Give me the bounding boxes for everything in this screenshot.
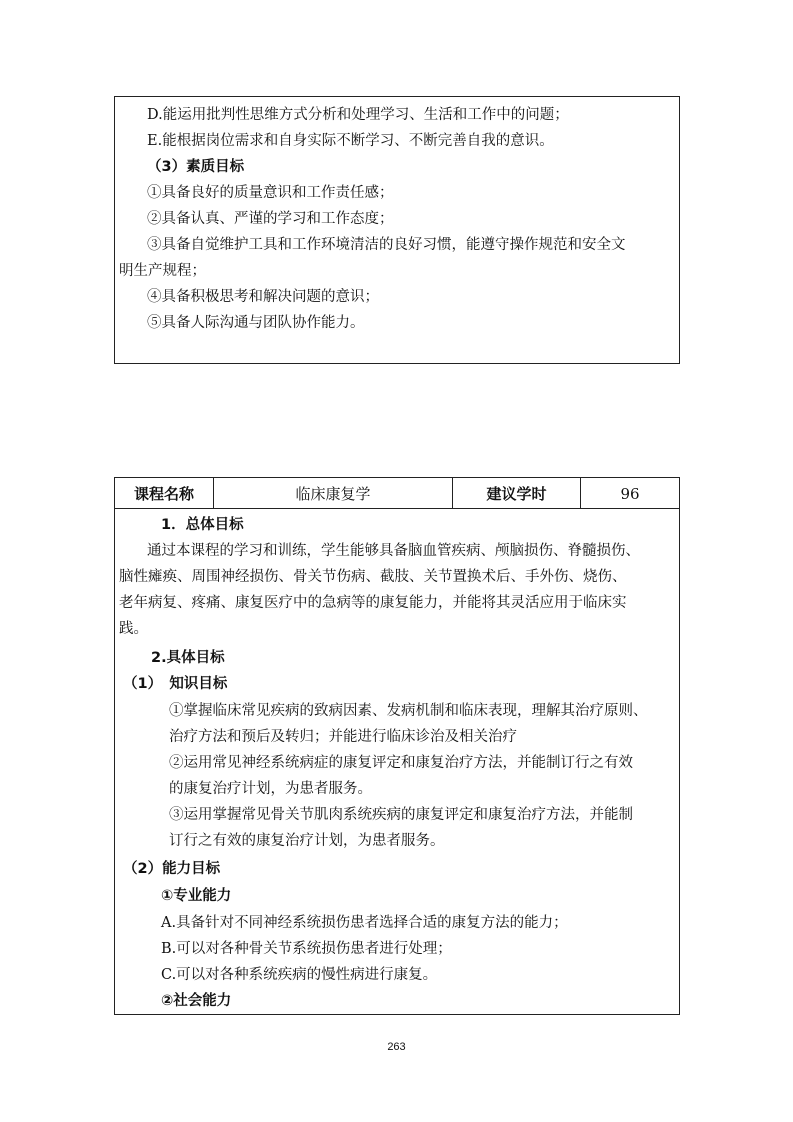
section-heading: （1） 知识目标 <box>123 676 228 692</box>
text-line: A.具备针对不同神经系统损伤患者选择合适的康复方法的能力； <box>161 915 568 931</box>
text-line: 践。 <box>119 621 148 637</box>
course-name-value: 临床康复学 <box>214 478 453 509</box>
objectives-box-top <box>114 96 680 364</box>
text-line: 脑性瘫痪、周围神经损伤、骨关节伤病、截肢、关节置换术后、手外伤、烧伤、 <box>119 569 627 585</box>
text-line: ②运用常见神经系统病症的康复评定和康复治疗方法，并能制订行之有效 <box>169 755 633 771</box>
course-table <box>114 477 680 1015</box>
page-number: 263 <box>387 1041 406 1053</box>
section-heading: ①专业能力 <box>161 888 232 904</box>
course-header-row <box>115 478 679 509</box>
text-line: ③运用掌握常见骨关节肌肉系统疾病的康复评定和康复治疗方法，并能制 <box>169 807 633 823</box>
text-line: 订行之有效的康复治疗计划，为患者服务。 <box>169 833 445 849</box>
text-line: C.可以对各种系统疾病的慢性病进行康复。 <box>161 967 438 983</box>
text-line: ②具备认真、严谨的学习和工作态度； <box>147 211 394 227</box>
text-line: ④具备积极思考和解决问题的意识； <box>147 289 379 305</box>
section-heading: （3）素质目标 <box>147 159 245 175</box>
section-heading: （2）能力目标 <box>123 861 221 877</box>
text-line: 治疗方法和预后及转归；并能进行临床诊治及相关治疗 <box>169 729 517 745</box>
text-line: ③具备自觉维护工具和工作环境清洁的良好习惯，能遵守操作规范和安全文 <box>147 237 626 253</box>
section-heading: ②社会能力 <box>161 993 232 1009</box>
text-line: ①具备良好的质量意识和工作责任感； <box>147 185 394 201</box>
section-heading: 2.具体目标 <box>151 650 225 666</box>
text-line: ①掌握临床常见疾病的致病因素、发病机制和临床表现，理解其治疗原则、 <box>169 703 648 719</box>
course-name-label: 课程名称 <box>115 478 214 509</box>
text-line: ⑤具备人际沟通与团队协作能力。 <box>147 315 365 331</box>
text-line: B.可以对各种骨关节系统损伤患者进行处理； <box>161 941 452 957</box>
section-heading: 1．总体目标 <box>161 517 244 533</box>
text-line: 明生产规程； <box>119 263 206 279</box>
text-line: D.能运用批判性思维方式分析和处理学习、生活和工作中的问题； <box>147 107 569 123</box>
suggested-hours-label: 建议学时 <box>453 478 581 509</box>
text-line: 的康复治疗计划，为患者服务。 <box>169 781 372 797</box>
text-line: 老年病复、疼痛、康复医疗中的急病等的康复能力，并能将其灵活应用于临床实 <box>119 595 627 611</box>
text-line: 通过本课程的学习和训练，学生能够具备脑血管疾病、颅脑损伤、脊髓损伤、 <box>147 543 640 559</box>
text-line: E.能根据岗位需求和自身实际不断学习、不断完善自我的意识。 <box>147 133 554 149</box>
suggested-hours-value: 96 <box>620 484 640 503</box>
